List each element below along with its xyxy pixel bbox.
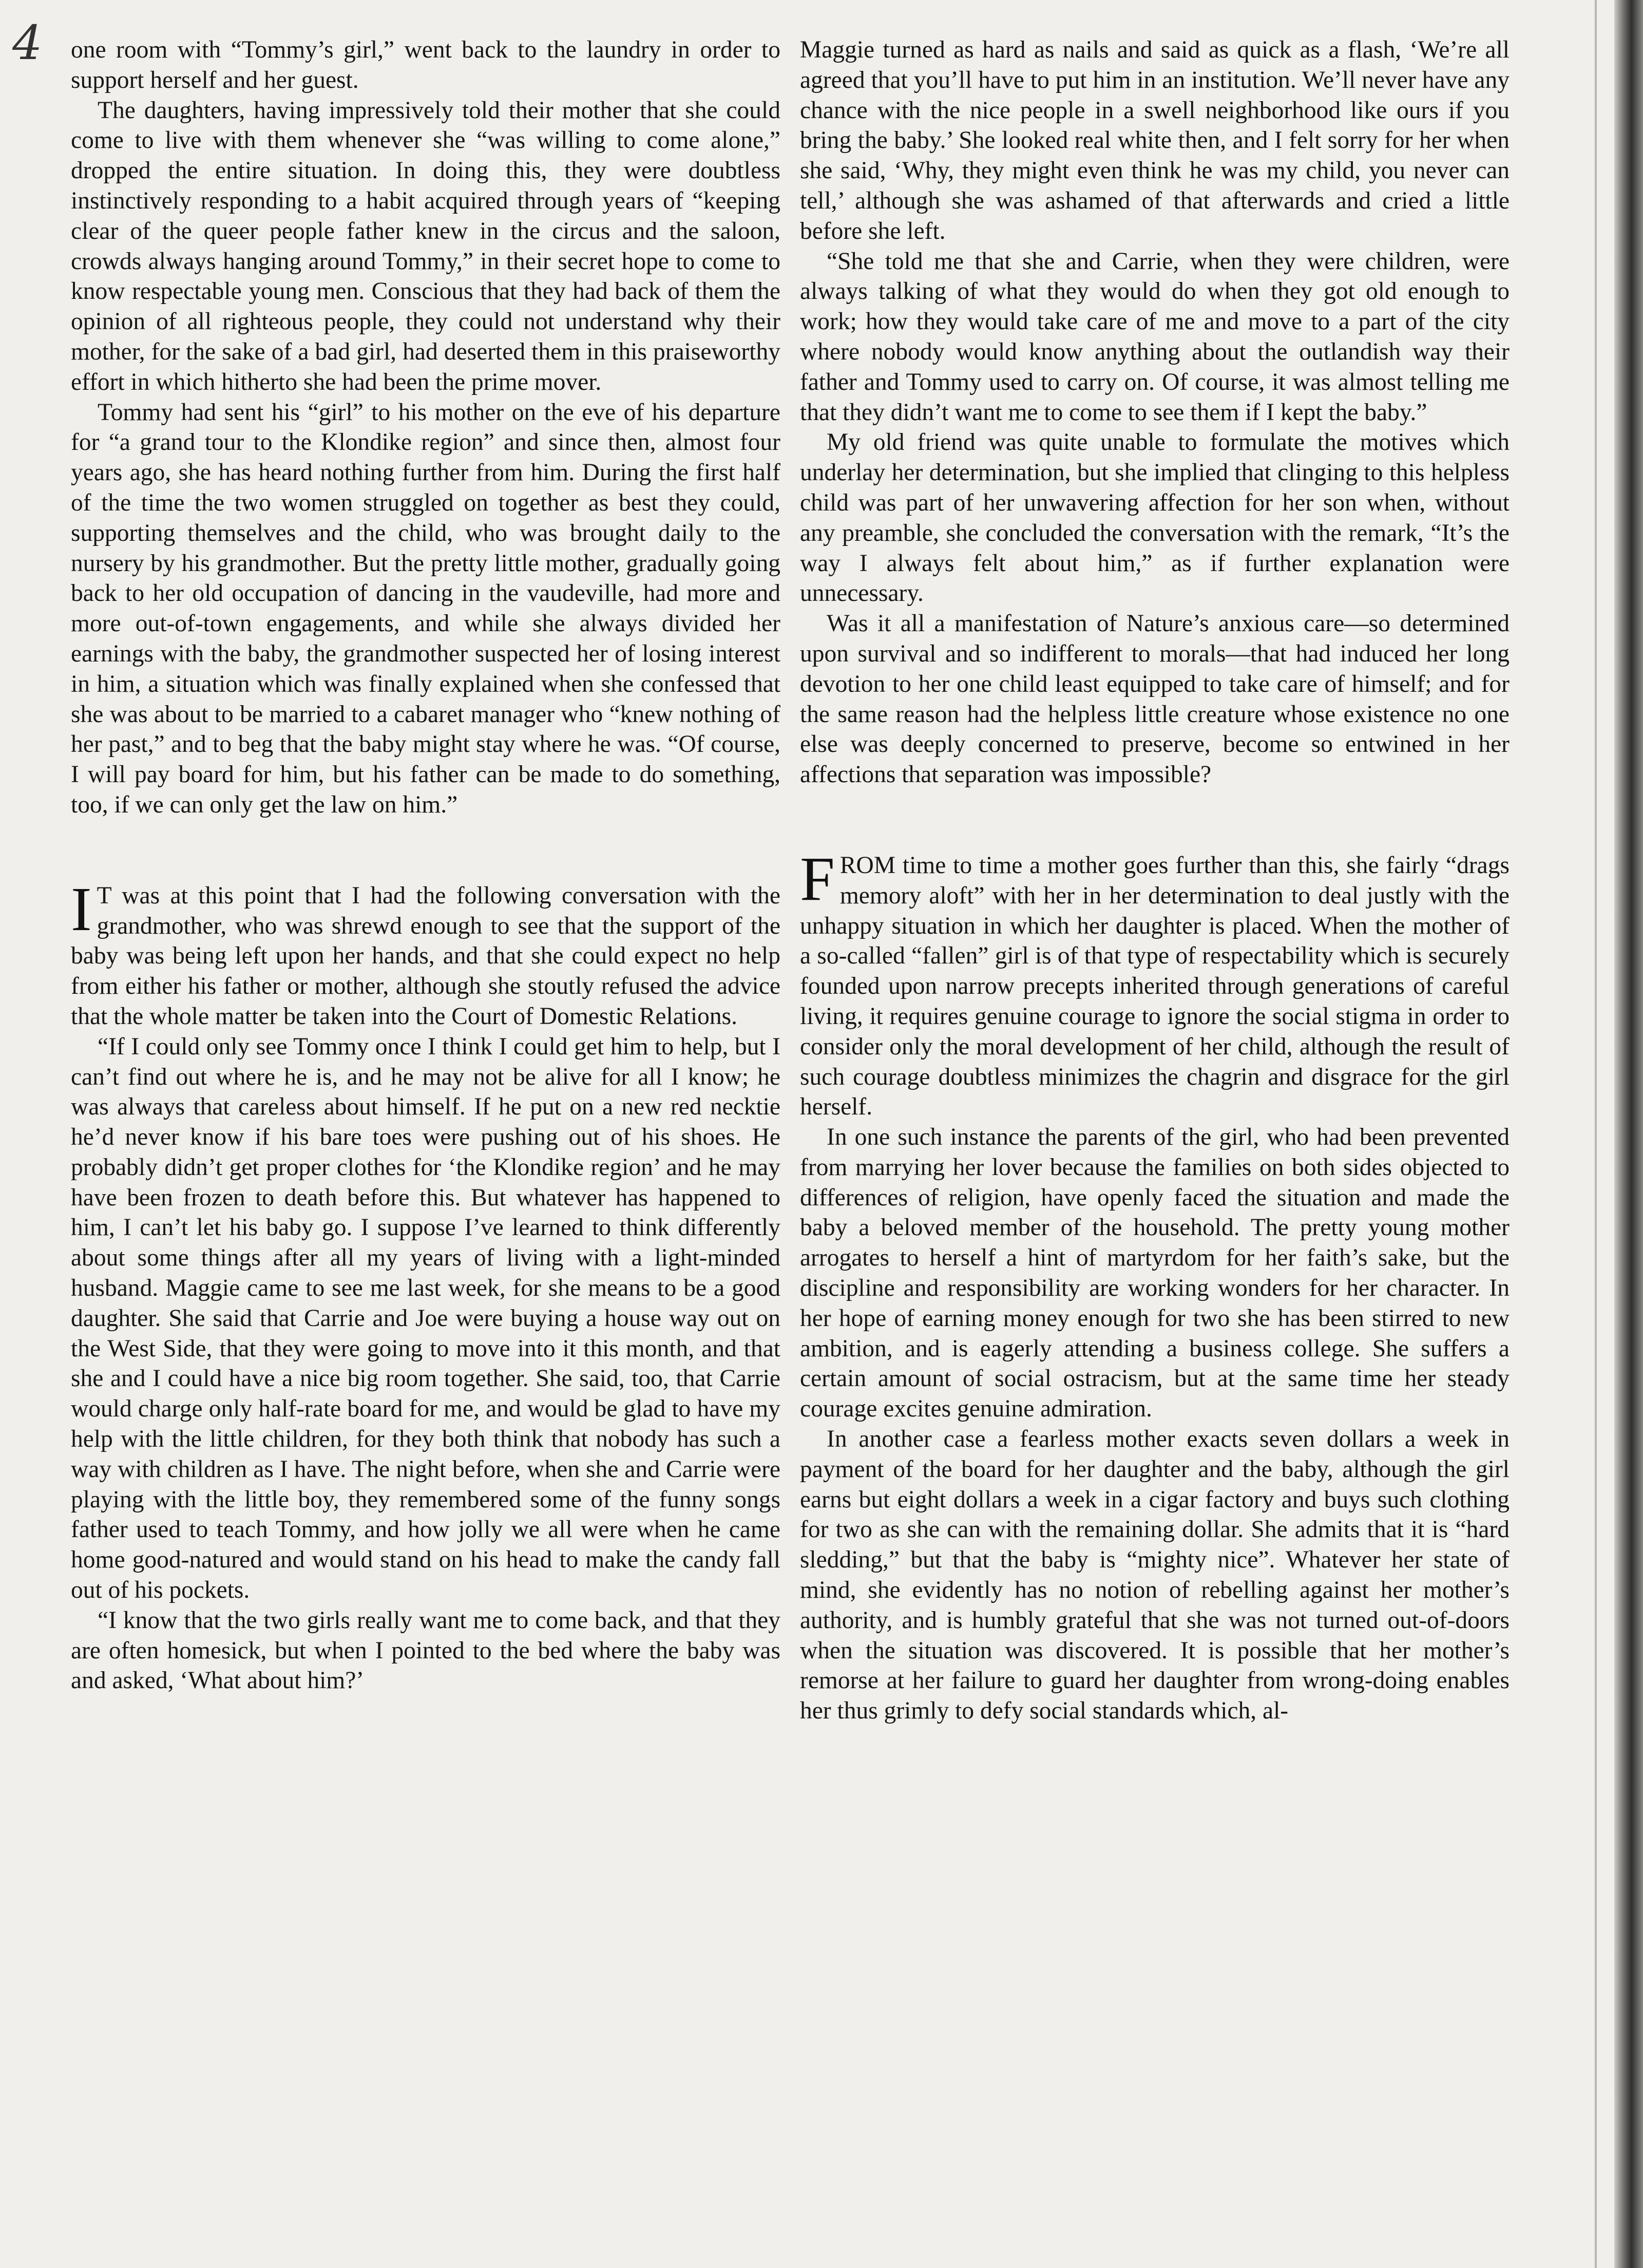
paragraph: “She told me that she and Carrie, when they were children, were always talking of what they would do when they got old enough to work; how they would take care of me and move to a part of the city where nobody would know anything about the outlandish way their father and Tommy used to carry on. Of course, it was almost telling me that they didn’t want me to come to see them if I kept the baby.” [800, 248, 1510, 426]
section-break [71, 820, 780, 881]
page-fold-line [1595, 0, 1597, 2268]
section-opening-paragraph [800, 844, 1510, 1122]
paragraph-text: was at this point that I had the following conversation with the grandmother, who was shrewd enough to see that the support of the baby was being left upon her hands, and that she could expect no help from either his father or mother, although she stoutly refused the advice that the whole matter be taken into the Court of Domestic Relations. [71, 882, 780, 1030]
section-break [800, 790, 1510, 850]
right-column [800, 35, 1510, 1726]
small-caps-word: T [97, 882, 111, 909]
paragraph: The daughters, having impressively told their mother that she could come to live with them whenever she “was willing to come alone,” dropped the entire situation. In doing this, they were doubtless instinctively responding to a habit acquired through years of “keeping clear of the queer people father knew in the circus and the saloon, crowds always hanging around Tommy,” in their secret hope to come to know respectable young men. Conscious that they had back of them the opinion of all righteous people, they could not understand why their mother, for the sake of a bad girl, had deserted them in this praiseworthy effort in which hitherto she had been the prime mover. [71, 97, 780, 395]
paragraph-text: time to time a mother goes further than this, she fairly “drags memory aloft” with her in her determination to deal justly with the unhappy situation in which her daughter is placed. When the mother of a so-called “fallen” girl is of that type of respectability which is securely founded upon narrow precepts inherited through generations of careful living, it requires genuine courage to ignore the social stigma in order to consider only the moral development of her child, although the result of such courage doubtless minimizes the chagrin and disgrace for the girl herself. [800, 852, 1510, 1121]
paragraph: Was it all a manifestation of Nature’s anxious care—so determined upon survival and so indifferent to morals—that had induced her long devotion to her one child least equipped to take care of himself; and for the same reason had the helpless little creature whose existence no one else was deeply concerned to preserve, become so entwined in her affections that separation was impossible? [800, 610, 1510, 788]
left-column [71, 35, 780, 1696]
paragraph: “If I could only see Tommy once I think I could get him to help, but I can’t find out where he is, and he may not be alive for all I know; he was always that careless about himself. If he put on a new red necktie he’d never know if his bare toes were pushing out of his shoes. He probably didn’t get proper clothes for ‘the Klondike region’ and he may have been frozen to death before this. But whatever has happened to him, I can’t let his baby go. I suppose I’ve learned to think differently about some things after all my years of living with a light-minded husband. Maggie came to see me last week, for she means to be a good daughter. She said that Carrie and Joe were buying a house way out on the West Side, that they were going to move into it this month, and that she and I could have a nice big room together. She said, too, that Carrie would charge only half-rate board for me, and would be glad to have my help with the little children, for they both think that nobody has such a way with children as I have. The night before, when she and Carrie were playing with the little boy, they remembered some of the funny songs father used to teach Tommy, and how jolly we all were when he came home good-natured and would stand on his head to make the candy fall out of his pockets. [71, 1033, 780, 1604]
paragraph: My old friend was quite unable to formulate the motives which underlay her determination, but she implied that clinging to this helpless child was part of her unwavering affection for her son when, without any preamble, she concluded the conversation with the remark, “It’s the way I always felt about him,” as if further explanation were unnecessary. [800, 429, 1510, 607]
paragraph: one room with “Tommy’s girl,” went back to the laundry in order to support herself and her guest. [71, 36, 780, 93]
paragraph: In another case a fearless mother exacts seven dollars a week in payment of the board for her daughter and the baby, although the girl earns but eight dollars a week in a cigar factory and buys such clothing for two as she can with the remaining dollar. She admits that it is “hard sledding,” but that the baby is “mighty nice”. Whatever her state of mind, she evidently has no notion of rebelling against her mother’s authority, and is humbly grateful that she was not turned out-of-doors when the situation was discovered. It is possible that her mother’s remorse at her failure to guard her daughter from wrong-doing enables her thus grimly to defy social standards which, al- [800, 1426, 1510, 1725]
paragraph: “I know that the two girls really want me to come back, and that they are often homesick, but when I pointed to the bed where the baby was and asked, ‘What about him?’ [71, 1606, 780, 1694]
page-number: 4 [12, 15, 43, 70]
paragraph: Tommy had sent his “girl” to his mother on the eve of his departure for “a grand tour to the Klondike region” and since then, almost four years ago, she has heard nothing further from him. During the first half of the time the two women struggled on together as best they could, supporting themselves and the child, who was brought daily to the nursery by his grandmother. But the pretty little mother, gradually going back to her old occupation of dancing in the vaudeville, had more and more out-of-town engagements, and while she always divided her earnings with the baby, the grandmother suspected her of losing interest in him, a situation which was finally explained when she confessed that she was about to be married to a cabaret manager who “knew nothing of her past,” and to beg that the baby might stay where he was. “Of course, I will pay board for him, but his father can be made to do something, too, if we can only get the law on him.” [71, 399, 780, 818]
drop-cap: I [71, 874, 92, 944]
page-binding-edge [1614, 0, 1643, 2268]
section-opening-paragraph [71, 874, 780, 1032]
small-caps-word: ROM [839, 852, 896, 879]
paragraph: Maggie turned as hard as nails and said as quick as a flash, ‘We’re all agreed that you’ll have to put him in an institution. We’ll never have any chance with the nice people in a swell neighborhood like ours if you bring the baby.’ She looked real white then, and I felt sorry for her when she said, ‘Why, they might even think he was my child, you never can tell,’ although she was ashamed of that afterwards and cried a little before she left. [800, 36, 1510, 244]
drop-cap: F [800, 844, 835, 914]
paragraph: In one such instance the parents of the girl, who had been prevented from marrying her lover because the families on both sides objected to differences of religion, have openly faced the situation and made the baby a beloved member of the household. The pretty young mother arrogates to herself a hint of martyrdom for her faith’s sake, but the discipline and responsibility are working wonders for her character. In her hope of earning money enough for two she has been stirred to new ambition, and is eagerly attending a business college. She suffers a certain amount of social ostracism, but at the same time her steady courage excites genuine admiration. [800, 1124, 1510, 1423]
